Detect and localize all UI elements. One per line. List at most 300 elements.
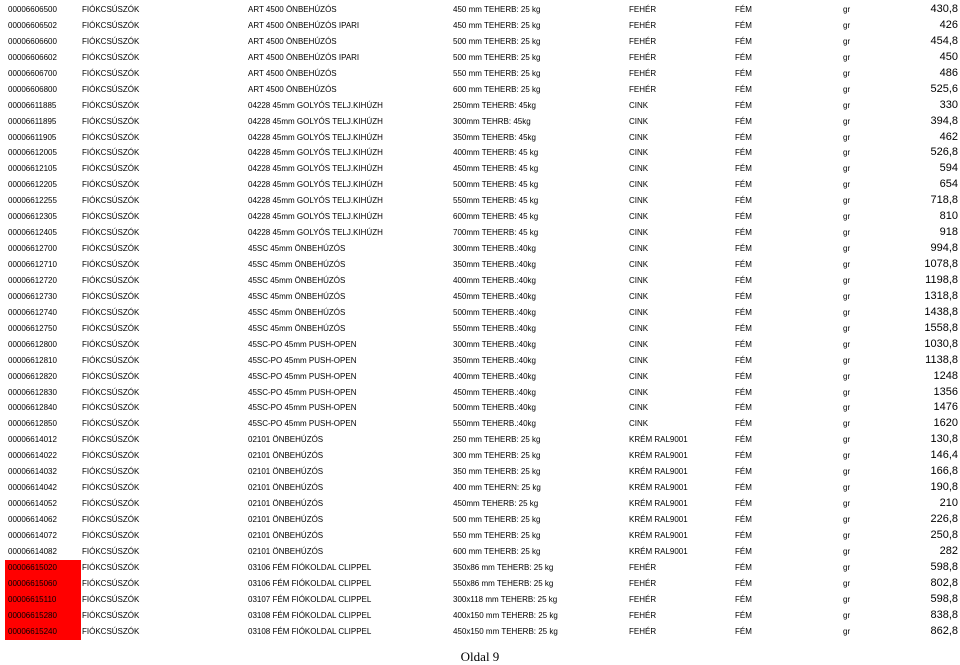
size-load-cell: 400mm TEHERB: 45 kg: [453, 148, 539, 158]
item-code-cell: 00006612305: [8, 212, 57, 222]
product-name-cell: 02101 ÖNBEHÚZÓS: [248, 451, 324, 461]
unit-cell: gr: [843, 594, 851, 604]
material-cell: FÉM: [735, 100, 752, 110]
item-code-cell: 00006614042: [8, 483, 57, 493]
size-load-cell: 500mm TEHERB: 45 kg: [453, 180, 539, 190]
category-cell: FIÓKCSÚSZÓK: [82, 451, 140, 461]
color-cell: CINK: [629, 164, 649, 174]
material-cell: FÉM: [735, 132, 752, 142]
category-cell: FIÓKCSÚSZÓK: [82, 84, 140, 94]
product-name-cell: 04228 45mm GOLYÓS TELJ.KIHÚZH: [248, 148, 383, 158]
table-row: [2, 608, 960, 624]
category-cell: FIÓKCSÚSZÓK: [82, 164, 140, 174]
color-cell: KRÉM RAL9001: [629, 483, 688, 493]
color-cell: FEHÉR: [629, 5, 657, 14]
material-cell: FÉM: [735, 626, 752, 636]
color-cell: CINK: [629, 148, 649, 158]
unit-cell: gr: [843, 275, 851, 285]
product-name-cell: 03106 FÉM FIÓKOLDAL CLIPPEL: [248, 562, 372, 572]
item-code-cell: 00006612820: [8, 371, 57, 381]
table-row: [2, 560, 960, 576]
category-cell: FIÓKCSÚSZÓK: [82, 499, 140, 509]
size-load-cell: 450mm TEHERB.:40kg: [453, 291, 536, 301]
table-row: [2, 161, 960, 177]
price-cell: 394,8: [930, 114, 958, 127]
item-code-cell: 00006615280: [5, 608, 81, 624]
unit-cell: gr: [843, 212, 851, 222]
category-cell: FIÓKCSÚSZÓK: [82, 530, 140, 540]
size-load-cell: 550mm TEHERB.:40kg: [453, 419, 536, 429]
item-code-cell: 00006612840: [8, 403, 57, 413]
unit-cell: gr: [843, 228, 851, 238]
unit-cell: gr: [843, 307, 851, 317]
item-code-cell: 00006612720: [8, 275, 57, 285]
table-row: [2, 305, 960, 321]
product-name-cell: 03108 FÉM FIÓKOLDAL CLIPPEL: [248, 626, 372, 636]
unit-cell: gr: [843, 499, 851, 509]
price-cell: 146,4: [930, 449, 958, 462]
price-cell: 654: [939, 178, 958, 191]
category-cell: FIÓKCSÚSZÓK: [82, 515, 140, 524]
size-load-cell: 450x150 mm TEHERB: 25 kg: [453, 626, 558, 636]
unit-cell: gr: [843, 371, 851, 381]
table-row: [2, 528, 960, 544]
color-cell: KRÉM RAL9001: [629, 546, 688, 556]
material-cell: FÉM: [735, 371, 752, 381]
material-cell: FÉM: [735, 228, 752, 238]
product-name-cell: 04228 45mm GOLYÓS TELJ.KIHÚZH: [248, 116, 383, 126]
price-cell: 802,8: [930, 576, 958, 589]
product-name-cell: 45SC-PO 45mm PUSH-OPEN: [248, 355, 357, 365]
item-code-cell: 00006606502: [8, 20, 57, 30]
material-cell: FÉM: [735, 339, 752, 349]
material-cell: FÉM: [735, 355, 752, 365]
table-row: [2, 273, 960, 289]
table-row: [2, 177, 960, 193]
category-cell: FIÓKCSÚSZÓK: [82, 371, 140, 381]
table-row: [2, 353, 960, 369]
unit-cell: gr: [843, 148, 851, 158]
table-row: [2, 496, 960, 512]
color-cell: FEHÉR: [629, 84, 657, 94]
material-cell: FÉM: [735, 610, 752, 620]
item-code-cell: 00006615240: [5, 624, 81, 640]
unit-cell: gr: [843, 546, 851, 556]
color-cell: FEHÉR: [629, 20, 657, 30]
item-code-cell: 00006612830: [8, 387, 57, 397]
table-row: [2, 241, 960, 257]
price-cell: 450: [939, 50, 958, 63]
item-code-cell: 00006614052: [8, 499, 57, 509]
material-cell: FÉM: [735, 323, 752, 333]
price-cell: 250,8: [930, 528, 958, 541]
item-code-cell: 00006612810: [8, 355, 57, 365]
item-code-cell: 00006614022: [8, 451, 57, 461]
product-name-cell: 04228 45mm GOLYÓS TELJ.KIHÚZH: [248, 164, 383, 174]
category-cell: FIÓKCSÚSZÓK: [82, 100, 140, 110]
unit-cell: gr: [843, 610, 851, 620]
price-cell: 430,8: [930, 3, 958, 15]
unit-cell: gr: [843, 36, 851, 46]
color-cell: CINK: [629, 355, 649, 365]
category-cell: FIÓKCSÚSZÓK: [82, 132, 140, 142]
category-cell: FIÓKCSÚSZÓK: [82, 387, 140, 397]
table-row: [2, 464, 960, 480]
size-load-cell: 300mm TEHERB.:40kg: [453, 244, 536, 254]
size-load-cell: 400mm TEHERB.:40kg: [453, 371, 536, 381]
color-cell: CINK: [629, 212, 649, 222]
item-code-cell: 00006614012: [8, 435, 57, 445]
table-row: [2, 225, 960, 241]
product-name-cell: 02101 ÖNBEHÚZÓS: [248, 483, 324, 493]
color-cell: CINK: [629, 323, 649, 333]
material-cell: FÉM: [735, 578, 752, 588]
price-cell: 810: [939, 210, 958, 223]
color-cell: FEHÉR: [629, 52, 657, 62]
price-cell: 994,8: [930, 242, 958, 255]
size-load-cell: 550mm TEHERB.:40kg: [453, 323, 536, 333]
price-cell: 454,8: [930, 34, 958, 47]
product-name-cell: 02101 ÖNBEHÚZÓS: [248, 467, 324, 477]
product-name-cell: 04228 45mm GOLYÓS TELJ.KIHÚZH: [248, 180, 383, 190]
price-cell: 525,6: [930, 82, 958, 95]
unit-cell: gr: [843, 100, 851, 110]
price-cell: 526,8: [930, 146, 958, 159]
item-code-cell: 00006606800: [8, 84, 57, 94]
table-row: [2, 480, 960, 496]
table-row: [2, 289, 960, 305]
item-code-cell: 00006606700: [8, 68, 57, 78]
material-cell: FÉM: [735, 52, 752, 62]
color-cell: CINK: [629, 275, 649, 285]
table-row: [2, 66, 960, 82]
item-code-cell: 00006615020: [5, 560, 81, 576]
item-code-cell: 00006612005: [8, 148, 57, 158]
size-load-cell: 300x118 mm TEHERB: 25 kg: [453, 594, 558, 604]
product-name-cell: 02101 ÖNBEHÚZÓS: [248, 435, 324, 445]
color-cell: KRÉM RAL9001: [629, 499, 688, 509]
size-load-cell: 250mm TEHERB: 45kg: [453, 100, 536, 110]
table-row: [2, 209, 960, 225]
material-cell: FÉM: [735, 68, 752, 78]
size-load-cell: 300 mm TEHERB: 25 kg: [453, 451, 541, 461]
material-cell: FÉM: [735, 546, 752, 556]
size-load-cell: 350mm TEHERB: 45kg: [453, 132, 536, 142]
size-load-cell: 500 mm TEHERB: 25 kg: [453, 36, 541, 46]
color-cell: FEHÉR: [629, 610, 657, 620]
category-cell: FIÓKCSÚSZÓK: [82, 467, 140, 477]
size-load-cell: 450mm TEHERB: 45 kg: [453, 164, 539, 174]
category-cell: FIÓKCSÚSZÓK: [82, 339, 140, 349]
item-code-cell: 00006612850: [8, 419, 57, 429]
color-cell: CINK: [629, 387, 649, 397]
unit-cell: gr: [843, 483, 851, 493]
product-name-cell: 45SC-PO 45mm PUSH-OPEN: [248, 339, 357, 349]
size-load-cell: 600mm TEHERB: 45 kg: [453, 212, 539, 222]
table-row: [2, 432, 960, 448]
unit-cell: gr: [843, 467, 851, 477]
unit-cell: gr: [843, 530, 851, 540]
unit-cell: gr: [843, 196, 851, 206]
category-cell: FIÓKCSÚSZÓK: [82, 148, 140, 158]
unit-cell: gr: [843, 562, 851, 572]
material-cell: FÉM: [735, 275, 752, 285]
size-load-cell: 700mm TEHERB: 45 kg: [453, 228, 539, 238]
color-cell: CINK: [629, 180, 649, 190]
material-cell: FÉM: [735, 530, 752, 540]
table-row: [2, 576, 960, 592]
unit-cell: gr: [843, 451, 851, 461]
material-cell: FÉM: [735, 244, 752, 254]
category-cell: FIÓKCSÚSZÓK: [82, 435, 140, 445]
product-name-cell: 04228 45mm GOLYÓS TELJ.KIHÚZH: [248, 228, 383, 238]
table-row: [2, 18, 960, 34]
unit-cell: gr: [843, 403, 851, 413]
product-name-cell: 02101 ÖNBEHÚZÓS: [248, 499, 324, 509]
category-cell: FIÓKCSÚSZÓK: [82, 228, 140, 238]
unit-cell: gr: [843, 339, 851, 349]
price-cell: 486: [939, 66, 958, 79]
table-row: [2, 321, 960, 337]
size-load-cell: 500mm TEHERB.:40kg: [453, 403, 536, 413]
category-cell: FIÓKCSÚSZÓK: [82, 5, 140, 14]
product-name-cell: 02101 ÖNBEHÚZÓS: [248, 530, 324, 540]
product-name-cell: ART 4500 ÖNBEHÚZÓS: [248, 5, 337, 14]
item-code-cell: 00006614032: [8, 467, 57, 477]
material-cell: FÉM: [735, 5, 752, 14]
material-cell: FÉM: [735, 467, 752, 477]
color-cell: CINK: [629, 403, 649, 413]
material-cell: FÉM: [735, 116, 752, 126]
color-cell: CINK: [629, 244, 649, 254]
product-name-cell: 45SC-PO 45mm PUSH-OPEN: [248, 403, 357, 413]
item-code-cell: 00006612700: [8, 244, 57, 254]
material-cell: FÉM: [735, 435, 752, 445]
size-load-cell: 550x86 mm TEHERB: 25 kg: [453, 578, 554, 588]
product-name-cell: 45SC 45mm ÖNBEHÚZÓS: [248, 323, 346, 333]
price-cell: 1318,8: [924, 289, 958, 302]
table-row: [2, 337, 960, 353]
price-cell: 1476: [933, 401, 958, 414]
material-cell: FÉM: [735, 84, 752, 94]
size-load-cell: 300mm TEHRB: 45kg: [453, 116, 531, 126]
price-cell: 1620: [933, 417, 958, 430]
price-cell: 598,8: [930, 592, 958, 605]
price-cell: 838,8: [930, 608, 958, 621]
size-load-cell: 450mm TEHERB.:40kg: [453, 387, 536, 397]
unit-cell: gr: [843, 244, 851, 254]
size-load-cell: 250 mm TEHERB: 25 kg: [453, 435, 541, 445]
category-cell: FIÓKCSÚSZÓK: [82, 355, 140, 365]
unit-cell: gr: [843, 419, 851, 429]
product-name-cell: 45SC-PO 45mm PUSH-OPEN: [248, 371, 357, 381]
category-cell: FIÓKCSÚSZÓK: [82, 419, 140, 429]
price-cell: 918: [939, 226, 958, 239]
color-cell: CINK: [629, 260, 649, 269]
price-cell: 862,8: [930, 624, 958, 637]
color-cell: FEHÉR: [629, 36, 657, 46]
size-load-cell: 500mm TEHERB.:40kg: [453, 307, 536, 317]
size-load-cell: 400 mm TEHERN: 25 kg: [453, 483, 541, 493]
item-code-cell: 00006612105: [8, 164, 57, 174]
price-table: [2, 2, 960, 640]
category-cell: FIÓKCSÚSZÓK: [82, 212, 140, 222]
category-cell: FIÓKCSÚSZÓK: [82, 578, 140, 588]
unit-cell: gr: [843, 180, 851, 190]
category-cell: FIÓKCSÚSZÓK: [82, 483, 140, 493]
color-cell: KRÉM RAL9001: [629, 435, 688, 445]
color-cell: CINK: [629, 132, 649, 142]
item-code-cell: 00006606602: [8, 52, 57, 62]
size-load-cell: 350 mm TEHERB: 25 kg: [453, 467, 541, 477]
size-load-cell: 400mm TEHERB.:40kg: [453, 275, 536, 285]
item-code-cell: 00006614062: [8, 515, 57, 524]
material-cell: FÉM: [735, 483, 752, 493]
table-row: [2, 385, 960, 401]
category-cell: FIÓKCSÚSZÓK: [82, 116, 140, 126]
table-row: [2, 592, 960, 608]
category-cell: FIÓKCSÚSZÓK: [82, 594, 140, 604]
unit-cell: gr: [843, 52, 851, 62]
color-cell: KRÉM RAL9001: [629, 467, 688, 477]
product-name-cell: 45SC 45mm ÖNBEHÚZÓS: [248, 244, 346, 254]
table-row: [2, 257, 960, 273]
table-row: [2, 512, 960, 528]
size-load-cell: 550mm TEHERB: 45 kg: [453, 196, 539, 206]
size-load-cell: 450 mm TEHERB: 25 kg: [453, 5, 541, 14]
table-row: [2, 400, 960, 416]
item-code-cell: 00006612405: [8, 228, 57, 238]
material-cell: FÉM: [735, 196, 752, 206]
unit-cell: gr: [843, 387, 851, 397]
size-load-cell: 600 mm TEHERB: 25 kg: [453, 546, 541, 556]
category-cell: FIÓKCSÚSZÓK: [82, 610, 140, 620]
category-cell: FIÓKCSÚSZÓK: [82, 546, 140, 556]
category-cell: FIÓKCSÚSZÓK: [82, 36, 140, 46]
price-cell: 1198,8: [925, 273, 958, 286]
unit-cell: gr: [843, 578, 851, 588]
table-row: [2, 369, 960, 385]
unit-cell: gr: [843, 132, 851, 142]
size-load-cell: 400x150 mm TEHERB: 25 kg: [453, 610, 558, 620]
material-cell: FÉM: [735, 260, 752, 269]
color-cell: FEHÉR: [629, 594, 657, 604]
unit-cell: gr: [843, 515, 851, 524]
material-cell: FÉM: [735, 499, 752, 509]
product-name-cell: 02101 ÖNBEHÚZÓS: [248, 546, 324, 556]
price-cell: 190,8: [930, 481, 958, 494]
color-cell: CINK: [629, 419, 649, 429]
color-cell: CINK: [629, 100, 649, 110]
category-cell: FIÓKCSÚSZÓK: [82, 291, 140, 301]
product-name-cell: ART 4500 ÖNBEHÚZÓS: [248, 68, 337, 78]
item-code-cell: 00006612750: [8, 323, 57, 333]
price-cell: 1558,8: [924, 321, 958, 334]
table-row: [2, 416, 960, 432]
price-cell: 1078,8: [924, 258, 958, 270]
unit-cell: gr: [843, 260, 851, 269]
item-code-cell: 00006615110: [5, 592, 81, 608]
category-cell: FIÓKCSÚSZÓK: [82, 562, 140, 572]
price-cell: 210: [939, 497, 958, 510]
price-cell: 426: [939, 18, 958, 31]
price-cell: 462: [939, 130, 958, 143]
item-code-cell: 00006614072: [8, 530, 57, 540]
material-cell: FÉM: [735, 212, 752, 222]
product-name-cell: 04228 45mm GOLYÓS TELJ.KIHÚZH: [248, 100, 383, 110]
unit-cell: gr: [843, 116, 851, 126]
price-cell: 598,8: [930, 560, 958, 573]
product-name-cell: ART 4500 ÖNBEHÚZÓS: [248, 84, 337, 94]
color-cell: CINK: [629, 371, 649, 381]
item-code-cell: 00006612730: [8, 291, 57, 301]
table-row: [2, 82, 960, 98]
material-cell: FÉM: [735, 291, 752, 301]
table-row: [2, 98, 960, 114]
unit-cell: gr: [843, 20, 851, 30]
product-name-cell: 45SC 45mm ÖNBEHÚZÓS: [248, 260, 346, 269]
size-load-cell: 300mm TEHERB.:40kg: [453, 339, 536, 349]
size-load-cell: 450 mm TEHERB: 25 kg: [453, 20, 541, 30]
price-cell: 1438,8: [924, 305, 958, 318]
category-cell: FIÓKCSÚSZÓK: [82, 260, 140, 269]
product-name-cell: 02101 ÖNBEHÚZÓS: [248, 515, 324, 524]
product-name-cell: 45SC-PO 45mm PUSH-OPEN: [248, 387, 357, 397]
table-row: [2, 2, 960, 18]
unit-cell: gr: [843, 626, 851, 636]
item-code-cell: 00006611885: [8, 100, 57, 110]
item-code-cell: 00006612255: [8, 196, 57, 206]
material-cell: FÉM: [735, 307, 752, 317]
table-row: [2, 114, 960, 130]
material-cell: FÉM: [735, 594, 752, 604]
price-cell: 282: [939, 544, 958, 557]
color-cell: FEHÉR: [629, 578, 657, 588]
table-row: [2, 448, 960, 464]
table-row: [2, 544, 960, 560]
material-cell: FÉM: [735, 562, 752, 572]
item-code-cell: 00006611895: [8, 116, 57, 126]
unit-cell: gr: [843, 5, 851, 14]
category-cell: FIÓKCSÚSZÓK: [82, 307, 140, 317]
price-cell: 166,8: [930, 465, 958, 478]
size-load-cell: 450mm TEHERB: 25 kg: [453, 499, 539, 509]
item-code-cell: 00006606500: [8, 5, 57, 14]
product-name-cell: 45SC 45mm ÖNBEHÚZÓS: [248, 291, 346, 301]
category-cell: FIÓKCSÚSZÓK: [82, 403, 140, 413]
category-cell: FIÓKCSÚSZÓK: [82, 323, 140, 333]
category-cell: FIÓKCSÚSZÓK: [82, 244, 140, 254]
product-name-cell: 04228 45mm GOLYÓS TELJ.KIHÚZH: [248, 212, 383, 222]
item-code-cell: 00006612205: [8, 180, 57, 190]
size-load-cell: 600 mm TEHERB: 25 kg: [453, 84, 541, 94]
product-name-cell: 45SC-PO 45mm PUSH-OPEN: [248, 419, 357, 429]
material-cell: FÉM: [735, 419, 752, 429]
category-cell: FIÓKCSÚSZÓK: [82, 196, 140, 206]
material-cell: FÉM: [735, 403, 752, 413]
size-load-cell: 550 mm TEHERB: 25 kg: [453, 530, 541, 540]
price-cell: 594: [939, 162, 958, 175]
product-name-cell: 04228 45mm GOLYÓS TELJ.KIHÚZH: [248, 132, 383, 142]
price-cell: 1356: [933, 385, 958, 398]
unit-cell: gr: [843, 291, 851, 301]
price-cell: 130,8: [930, 433, 958, 446]
table-row: [2, 34, 960, 50]
table-row: [2, 624, 960, 640]
size-load-cell: 500 mm TEHERB: 25 kg: [453, 52, 541, 62]
product-name-cell: 45SC 45mm ÖNBEHÚZÓS: [248, 275, 346, 285]
color-cell: KRÉM RAL9001: [629, 451, 688, 461]
